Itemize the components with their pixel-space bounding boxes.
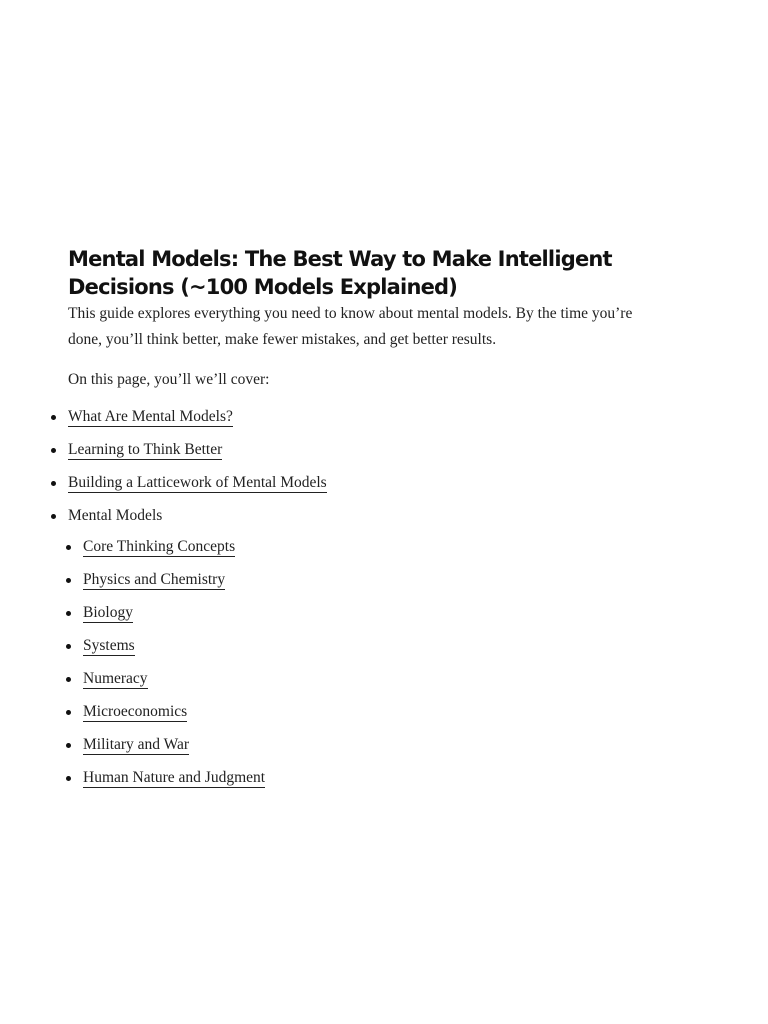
- toc-sublist: [83, 535, 648, 790]
- toc-item-learning-to-think-better: [68, 438, 648, 462]
- bullet-icon: [66, 710, 71, 715]
- bullet-icon: [66, 578, 71, 583]
- toc-subitem-biology: [83, 601, 648, 625]
- toc-link-biology[interactable]: Biology: [83, 604, 133, 621]
- toc-link-core-thinking-concepts[interactable]: Core Thinking Concepts: [83, 538, 236, 555]
- page-title-line-2: Decisions (~100 Models Explained): [68, 275, 458, 299]
- toc-subitem-human-nature-and-judgment: [83, 766, 648, 790]
- table-of-contents: [68, 405, 648, 790]
- intro-paragraph: [68, 301, 648, 353]
- toc-link-microeconomics[interactable]: Microeconomics: [83, 703, 188, 720]
- toc-link-numeracy[interactable]: Numeracy: [83, 670, 148, 687]
- toc-subitem-military-and-war: [83, 733, 648, 757]
- cover-intro-text: On this page, you’ll we’ll cover:: [68, 371, 270, 388]
- bullet-icon: [51, 481, 56, 486]
- toc-group-label-mental-models: Mental Models: [68, 507, 163, 524]
- page-title: [68, 245, 648, 301]
- toc-item-mental-models: [68, 504, 648, 790]
- toc-subitem-numeracy: [83, 667, 648, 691]
- bullet-icon: [51, 448, 56, 453]
- toc-subitem-microeconomics: [83, 700, 648, 724]
- toc-subitem-physics-and-chemistry: [83, 568, 648, 592]
- intro-line-1: This guide explores everything you need to know about mental models. By the time you’re: [68, 305, 633, 322]
- bullet-icon: [51, 514, 56, 519]
- bullet-icon: [66, 677, 71, 682]
- bullet-icon: [66, 644, 71, 649]
- toc-link-physics-and-chemistry[interactable]: Physics and Chemistry: [83, 571, 226, 588]
- toc-subitem-systems: [83, 634, 648, 658]
- bullet-icon: [66, 545, 71, 550]
- toc-link-learning-to-think-better[interactable]: Learning to Think Better: [68, 441, 223, 458]
- toc-link-human-nature-and-judgment[interactable]: Human Nature and Judgment: [83, 769, 266, 786]
- toc-link-systems[interactable]: Systems: [83, 637, 135, 654]
- toc-link-building-a-latticework[interactable]: Building a Latticework of Mental Models: [68, 474, 327, 491]
- intro-line-2: done, you’ll think better, make fewer mistakes, and get better results.: [68, 331, 497, 348]
- toc-link-military-and-war[interactable]: Military and War: [83, 736, 190, 753]
- article: [68, 245, 648, 799]
- page-title-line-1: Mental Models: The Best Way to Make Intelligent: [68, 247, 612, 271]
- bullet-icon: [66, 611, 71, 616]
- toc-item-building-a-latticework: [68, 471, 648, 495]
- toc-item-what-are-mental-models: [68, 405, 648, 429]
- bullet-icon: [51, 415, 56, 420]
- bullet-icon: [66, 743, 71, 748]
- toc-subitem-core-thinking-concepts: [83, 535, 648, 559]
- toc-link-what-are-mental-models[interactable]: What Are Mental Models?: [68, 408, 233, 425]
- bullet-icon: [66, 776, 71, 781]
